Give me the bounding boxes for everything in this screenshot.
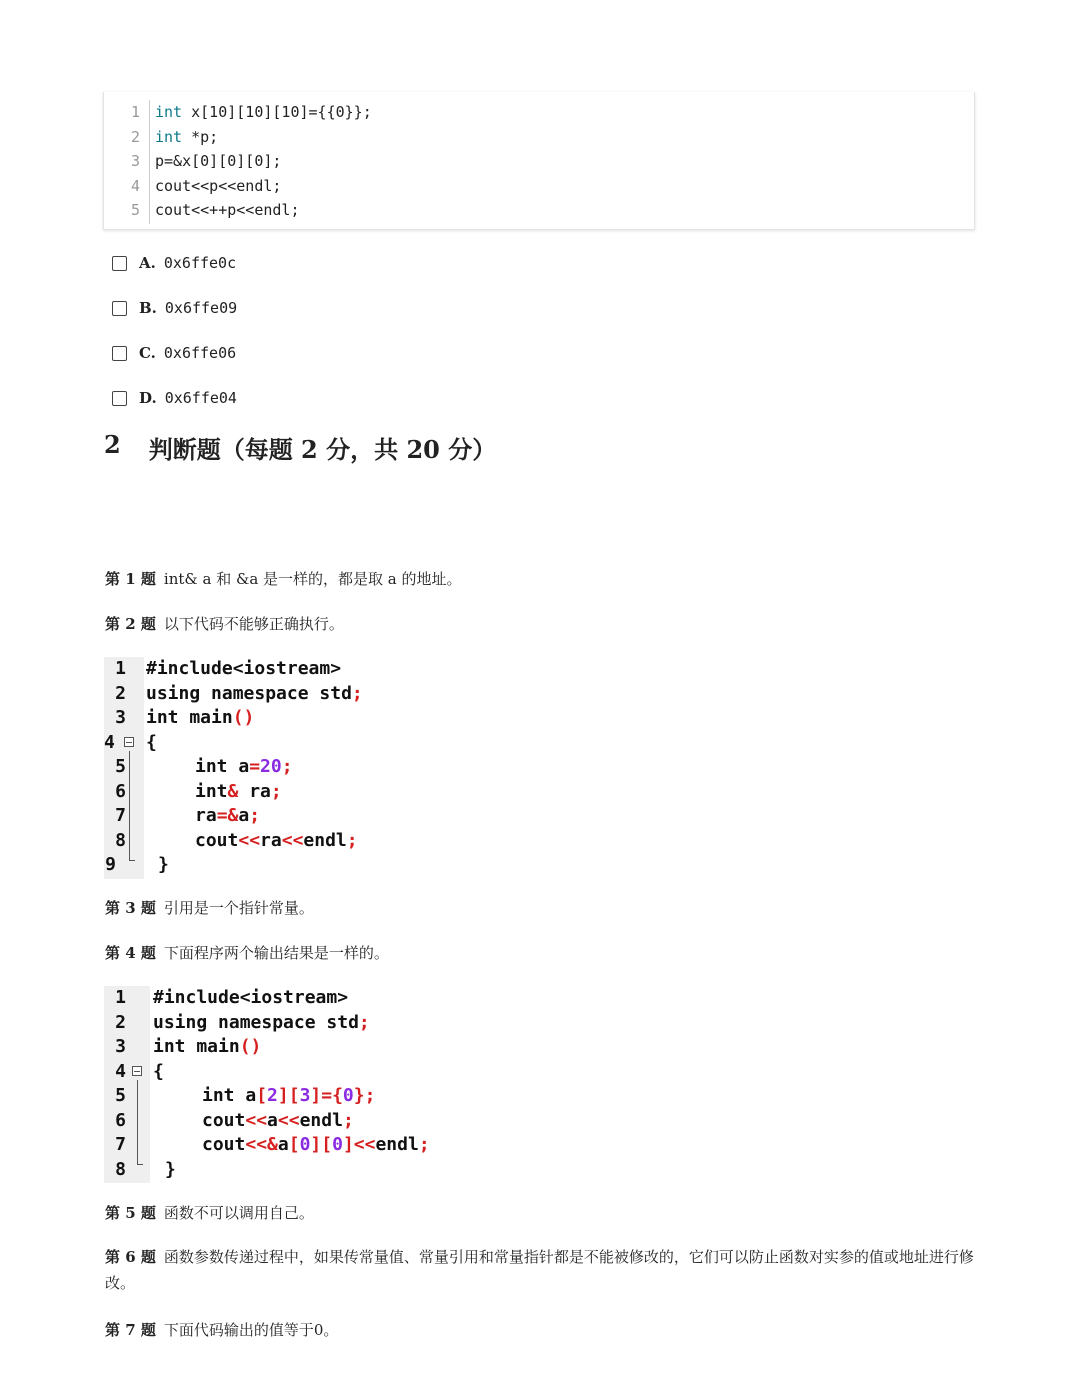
question-3 xyxy=(105,895,314,921)
code-punct: [ xyxy=(256,1085,268,1106)
code-text: cout<<++p<<endl; xyxy=(155,201,300,219)
code-punct: ][ xyxy=(310,1134,333,1155)
code-text: ra xyxy=(260,829,282,851)
code-text: using namespace std xyxy=(146,682,352,704)
fold-line xyxy=(137,1080,138,1165)
code-text: a xyxy=(267,1109,278,1131)
fold-toggle-icon[interactable] xyxy=(124,737,134,747)
fold-line xyxy=(129,751,130,861)
code-punct: ; xyxy=(342,1109,354,1131)
checkbox[interactable] xyxy=(112,301,127,316)
code-punct: } xyxy=(158,854,169,875)
option-letter: D. xyxy=(139,389,157,407)
question-label: 第 3 题 xyxy=(105,899,156,917)
line-number: 3 xyxy=(130,152,140,170)
code-text: #include<iostream> xyxy=(146,658,342,679)
code-block-1 xyxy=(103,92,975,230)
code-punct: ; xyxy=(351,682,363,704)
option-value: 0x6ffe09 xyxy=(164,299,238,317)
line-number: 1 xyxy=(115,658,126,679)
code-text: using namespace std xyxy=(153,1011,359,1033)
code-text: cout xyxy=(195,829,239,851)
code-punct: [ xyxy=(288,1134,300,1155)
question-label: 第 6 题 xyxy=(105,1248,156,1266)
question-label: 第 4 题 xyxy=(105,944,156,962)
code-punct: = xyxy=(249,756,261,777)
code-punct: =& xyxy=(216,805,239,826)
option-a[interactable] xyxy=(112,252,236,274)
line-number: 2 xyxy=(115,682,126,704)
code-punct: ; xyxy=(346,829,358,851)
line-number: 3 xyxy=(115,1036,126,1057)
code-number: 20 xyxy=(260,756,282,777)
checkbox[interactable] xyxy=(112,256,127,271)
code-number: 3 xyxy=(299,1085,311,1106)
line-number: 5 xyxy=(115,756,126,777)
code-punct: ; xyxy=(418,1134,430,1155)
code-text: endl xyxy=(303,829,347,851)
checkbox[interactable] xyxy=(112,391,127,406)
code-punct: () xyxy=(232,707,255,728)
code-number: 0 xyxy=(299,1134,311,1155)
code-text: cout xyxy=(202,1134,246,1155)
code-punct: <<& xyxy=(245,1134,278,1155)
code-punct: ; xyxy=(249,805,261,826)
option-value: 0x6ffe0c xyxy=(163,254,237,272)
line-number: 7 xyxy=(115,1134,126,1155)
line-number: 7 xyxy=(115,805,126,826)
question-text: 引用是一个指针常量。 xyxy=(163,899,314,917)
code-text: endl xyxy=(375,1134,419,1155)
line-number: 1 xyxy=(130,103,140,121)
code-punct: { xyxy=(153,1060,164,1082)
code-punct: << xyxy=(277,1109,300,1131)
code-punct: << xyxy=(281,829,304,851)
code-text: int xyxy=(195,780,228,802)
line-number: 2 xyxy=(130,127,140,146)
code-punct: & xyxy=(227,780,239,802)
line-number-gutter xyxy=(104,100,140,223)
question-6 xyxy=(105,1244,975,1296)
code-punct: ][ xyxy=(277,1085,300,1106)
section-number: 2 xyxy=(104,430,121,459)
question-text: 下面程序两个输出结果是一样的。 xyxy=(163,944,389,962)
code-text: ra xyxy=(195,805,217,826)
code-line xyxy=(155,149,372,174)
code-text: int a xyxy=(202,1085,257,1106)
code-line xyxy=(155,174,372,199)
section-heading xyxy=(104,430,496,465)
option-letter: A. xyxy=(139,254,156,272)
option-letter: B. xyxy=(139,299,157,317)
fold-end xyxy=(137,1164,143,1165)
code-punct: }; xyxy=(353,1085,376,1106)
question-text: 下面代码输出的值等于0。 xyxy=(163,1321,339,1339)
code-line xyxy=(155,100,372,125)
code-text: ra xyxy=(238,780,271,802)
code-punct: ; xyxy=(358,1011,370,1033)
line-number: 4 xyxy=(130,176,140,195)
question-label: 第 1 题 xyxy=(105,570,156,588)
code-punct: << xyxy=(245,1109,268,1131)
question-5 xyxy=(105,1200,314,1226)
line-number: 1 xyxy=(115,987,126,1008)
code-text: int main xyxy=(153,1036,240,1057)
option-c[interactable] xyxy=(112,342,236,364)
code-text: cout<<p<<endl; xyxy=(155,176,282,195)
code-number: 0 xyxy=(342,1085,354,1106)
code-punct: () xyxy=(239,1036,262,1057)
code-punct: } xyxy=(165,1158,176,1180)
code-text: int main xyxy=(146,707,233,728)
code-number: 0 xyxy=(332,1134,343,1155)
code-text: int a xyxy=(195,756,250,777)
code-lines xyxy=(155,100,372,223)
code-block-2 xyxy=(104,657,450,879)
code-text: cout xyxy=(202,1109,246,1131)
code-punct: ]={ xyxy=(310,1085,343,1106)
line-number: 8 xyxy=(115,1158,126,1180)
line-number: 8 xyxy=(115,829,126,851)
line-number: 6 xyxy=(115,1109,126,1131)
keyword: int xyxy=(155,103,183,121)
question-text: int& a 和 &a 是一样的，都是取 a 的地址。 xyxy=(163,570,462,588)
question-text: 函数不可以调用自己。 xyxy=(163,1204,314,1222)
code-punct: ; xyxy=(281,756,293,777)
fold-end xyxy=(129,860,135,861)
question-7 xyxy=(105,1317,338,1343)
code-line xyxy=(155,198,372,223)
question-2 xyxy=(105,611,344,637)
code-line xyxy=(155,125,372,150)
line-number: 3 xyxy=(115,707,126,728)
code-text: a xyxy=(277,1134,289,1155)
code-text: x[10][10][10]={{0}}; xyxy=(182,103,372,121)
option-d[interactable] xyxy=(112,387,237,409)
code-text: #include<iostream> xyxy=(153,987,349,1008)
gutter-divider xyxy=(149,100,150,224)
question-text: 以下代码不能够正确执行。 xyxy=(163,615,344,633)
code-punct: { xyxy=(146,731,157,753)
question-label: 第 2 题 xyxy=(105,615,156,633)
code-punct: ]<< xyxy=(342,1134,376,1155)
line-number: 4 xyxy=(115,1060,126,1082)
code-block-3 xyxy=(104,986,514,1183)
code-punct: ; xyxy=(270,780,282,802)
question-1 xyxy=(105,566,462,592)
checkbox[interactable] xyxy=(112,346,127,361)
line-number: 2 xyxy=(115,1011,126,1033)
code-number: 2 xyxy=(267,1085,278,1106)
keyword: int xyxy=(155,127,183,146)
line-number: 6 xyxy=(115,780,126,802)
code-text: a xyxy=(238,805,250,826)
question-label: 第 7 题 xyxy=(105,1321,156,1339)
section-title: 判断题（每题 2 分，共 20 分） xyxy=(148,435,497,464)
option-value: 0x6ffe04 xyxy=(164,389,237,407)
option-b[interactable] xyxy=(112,297,237,319)
fold-toggle-icon[interactable] xyxy=(132,1066,142,1076)
option-value: 0x6ffe06 xyxy=(163,344,237,362)
code-text: p=&x[0][0][0]; xyxy=(155,152,282,170)
line-number: 9 xyxy=(105,854,116,875)
line-number: 4 xyxy=(104,731,115,753)
option-letter: C. xyxy=(139,344,156,362)
code-text: endl xyxy=(299,1109,343,1131)
question-text: 函数参数传递过程中，如果传常量值、常量引用和常量指针都是不能被修改的，它们可以防止函数对实参的值或地址进行修改。 xyxy=(105,1248,974,1292)
question-label: 第 5 题 xyxy=(105,1204,156,1222)
code-text: *p; xyxy=(182,127,219,146)
line-number: 5 xyxy=(130,201,140,219)
question-4 xyxy=(105,940,389,966)
line-number: 5 xyxy=(115,1085,126,1106)
code-punct: << xyxy=(238,829,261,851)
